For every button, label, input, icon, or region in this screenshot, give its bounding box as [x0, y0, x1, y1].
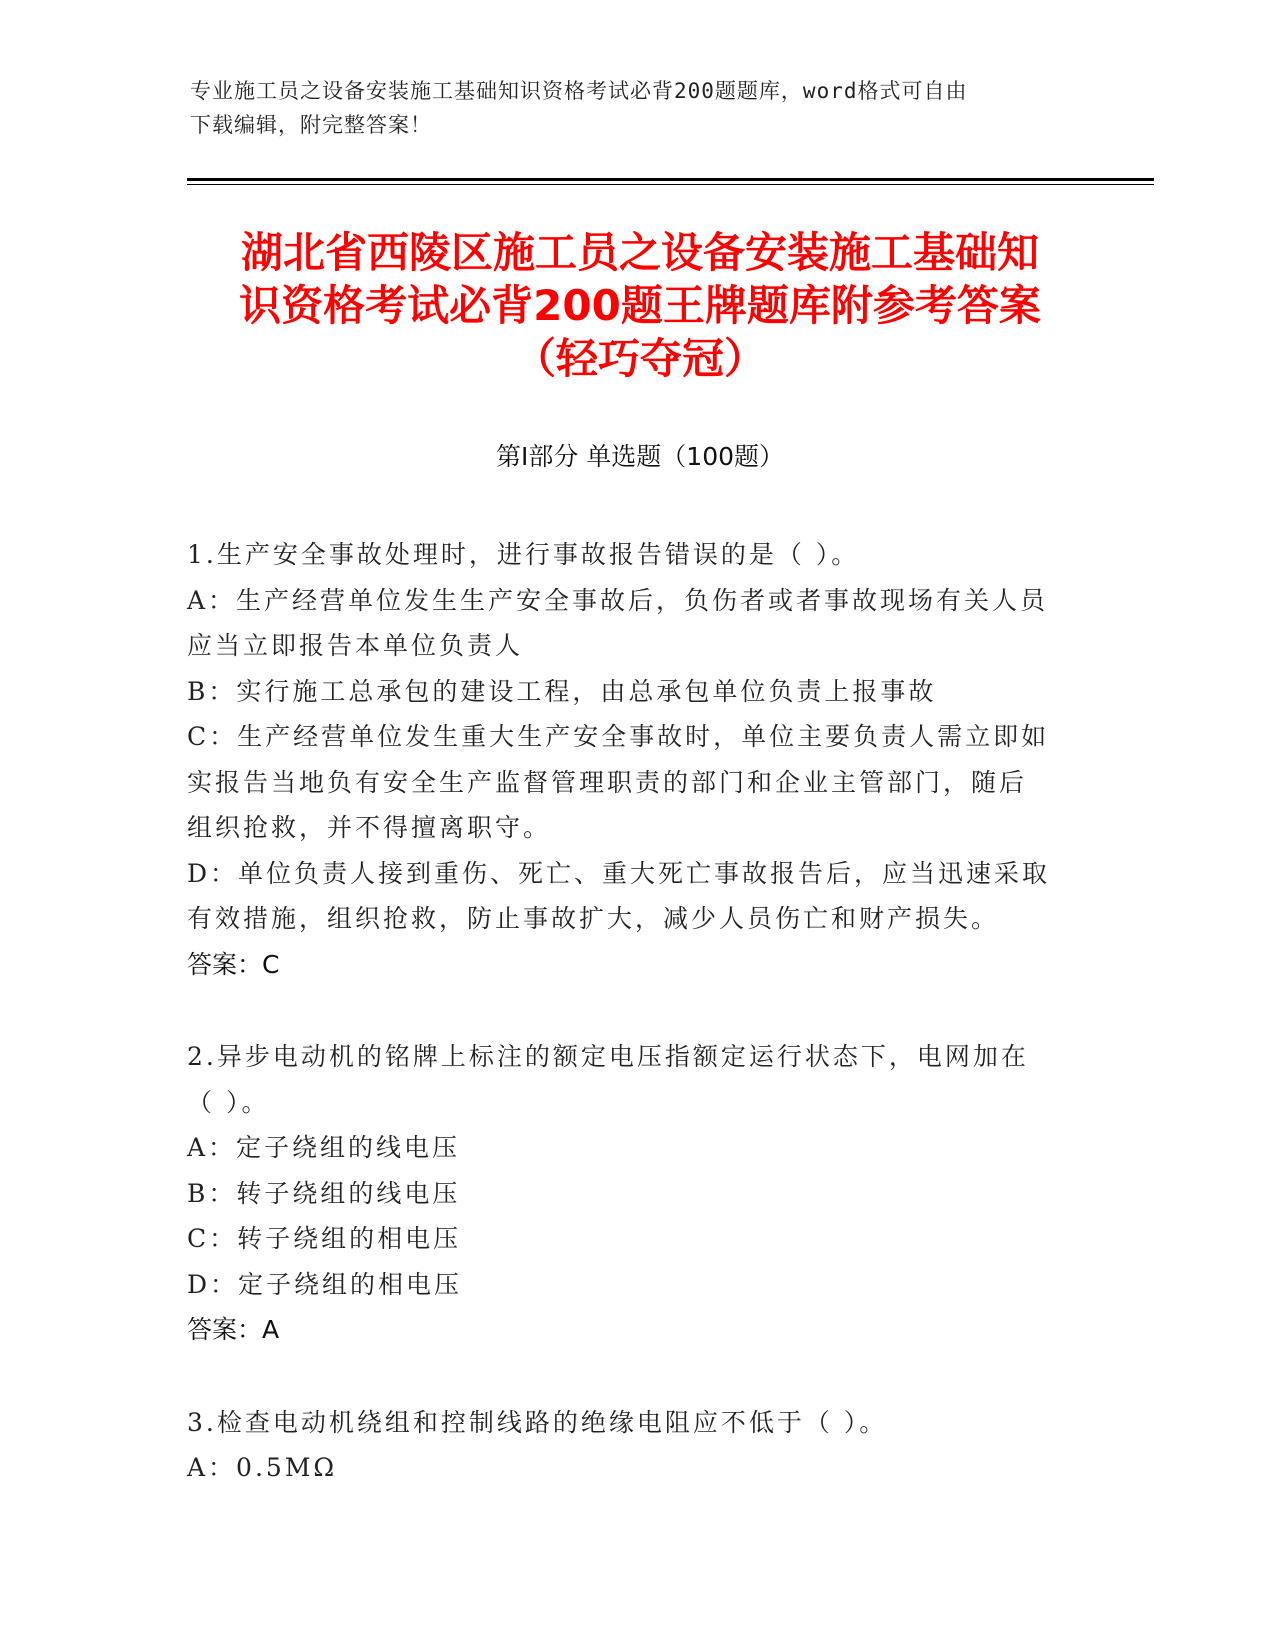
- option-d: D：定子绕组的相电压: [187, 1269, 463, 1299]
- question-list: [187, 532, 1087, 1538]
- question-text: 3.检查电动机绕组和控制线路的绝缘电阻应不低于（ ）。: [187, 1407, 888, 1437]
- option-a: A：定子绕组的线电压: [187, 1133, 461, 1162]
- header-divider-thick: [187, 178, 1154, 181]
- question-3: [187, 1400, 1087, 1491]
- title-line: （轻巧夺冠）: [513, 334, 766, 383]
- option-a-continued: 应当立即报告本单位负责人: [187, 631, 524, 660]
- section-title: 第Ⅰ部分 单选题（100题）: [495, 442, 785, 471]
- question-text-continued: （ ）。: [187, 1087, 270, 1117]
- option-a: A：生产经营单位发生生产安全事故后，负伤者或者事故现场有关人员: [187, 585, 1049, 615]
- question-text: 2.异步电动机的铭牌上标注的额定电压指额定运行状态下，电网加在: [187, 1042, 1029, 1071]
- header-note-line: 专业施工员之设备安装施工基础知识资格考试必背200题题库，word格式可自由: [190, 79, 968, 103]
- option-c-continued: 组织抢救，并不得擅离职守。: [187, 813, 552, 842]
- option-c: C：生产经营单位发生重大生产安全事故时，单位主要负责人需立即如: [187, 722, 1050, 751]
- title-line: 识资格考试必背200题王牌题库附参考答案: [239, 281, 1041, 330]
- option-a: A：0.5MΩ: [187, 1453, 338, 1482]
- answer-label: 答案：A: [187, 1315, 280, 1344]
- header-note: [190, 74, 1090, 142]
- option-c-continued: 实报告当地负有安全生产监督管理职责的部门和企业主管部门，随后: [187, 767, 1028, 797]
- option-c: C：转子绕组的相电压: [187, 1224, 462, 1253]
- header-note-line: 下载编辑，附完整答案！: [190, 113, 432, 137]
- title-line: 湖北省西陵区施工员之设备安装施工基础知: [240, 228, 1039, 277]
- question-text: 1.生产安全事故处理时，进行事故报告错误的是（ ）。: [187, 540, 860, 569]
- document-title: [160, 226, 1120, 385]
- option-b: B：转子绕组的线电压: [187, 1178, 461, 1208]
- option-d-continued: 有效措施，组织抢救，防止事故扩大，减少人员伤亡和财产损失。: [187, 904, 1000, 933]
- option-d: D：单位负责人接到重伤、死亡、重大死亡事故报告后，应当迅速采取: [187, 858, 1051, 888]
- answer-label: 答案：C: [187, 949, 280, 979]
- header-divider-thin: [187, 184, 1154, 185]
- question-1: [187, 532, 1087, 987]
- option-b: B：实行施工总承包的建设工程，由总承包单位负责上报事故: [187, 676, 937, 706]
- question-2: [187, 1034, 1087, 1353]
